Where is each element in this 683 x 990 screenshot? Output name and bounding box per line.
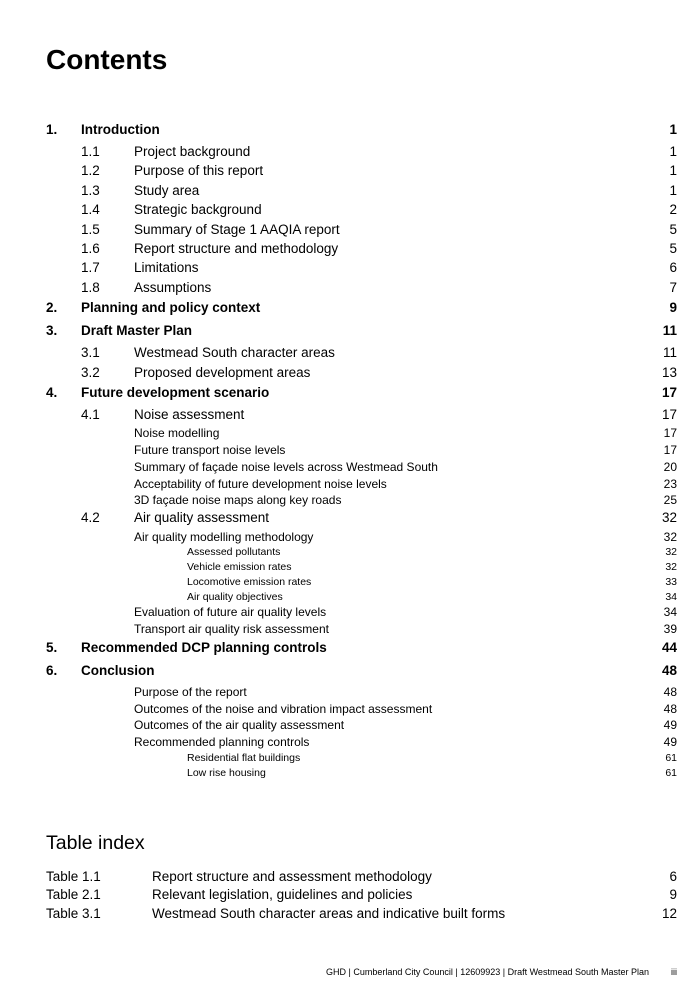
table-index-entry[interactable] xyxy=(46,869,677,887)
toc-entry-title: 3D façade noise maps along key roads xyxy=(134,493,342,508)
toc-entry-title: Air quality objectives xyxy=(187,590,283,603)
toc-entry-number: 4. xyxy=(46,384,58,400)
toc-entry[interactable] xyxy=(46,752,677,767)
toc-entry-page: 25 xyxy=(663,493,677,508)
toc-entry[interactable] xyxy=(46,510,677,529)
toc-entry-title: Strategic background xyxy=(134,202,262,218)
toc-entry-title: Low rise housing xyxy=(187,766,266,779)
table-index-entry-page: 6 xyxy=(669,869,677,884)
toc-entry-title: Proposed development areas xyxy=(134,364,311,380)
table-index-entry[interactable] xyxy=(46,906,677,924)
toc-entry-title: Locomotive emission rates xyxy=(187,575,312,588)
toc-entry-page: 9 xyxy=(669,300,677,316)
toc-entry-page: 5 xyxy=(669,240,677,256)
toc-entry-title: Recommended DCP planning controls xyxy=(81,639,327,655)
toc-entry-page: 61 xyxy=(665,752,677,764)
toc-entry-page: 5 xyxy=(669,221,677,237)
page-title: Contents xyxy=(46,44,168,75)
toc-entry-page: 61 xyxy=(665,766,677,779)
toc-entry-number: 1.5 xyxy=(81,221,100,237)
toc-entry-number: 4.1 xyxy=(81,406,100,422)
toc-entry[interactable] xyxy=(46,530,677,547)
toc-entry-number: 1.2 xyxy=(81,163,100,179)
toc-entry[interactable] xyxy=(46,443,677,460)
table-index xyxy=(46,869,677,924)
toc-entry-title: Outcomes of the noise and vibration impact assessment xyxy=(134,701,433,716)
toc-entry-page: 33 xyxy=(665,575,677,588)
table-of-contents xyxy=(46,121,677,781)
toc-entry-number: 1.4 xyxy=(81,202,100,218)
toc-entry-page: 48 xyxy=(661,662,677,678)
table-index-entry-title: Westmead South character areas and indicative built forms xyxy=(152,905,506,921)
toc-entry-title: Air quality assessment xyxy=(134,510,270,526)
toc-entry[interactable] xyxy=(46,384,677,407)
toc-entry-title: Planning and policy context xyxy=(81,300,261,316)
toc-entry-page: 11 xyxy=(662,345,677,361)
table-index-label: Table 3.1 xyxy=(46,905,101,921)
toc-entry-title: Residential flat buildings xyxy=(187,752,301,764)
toc-entry-page: 7 xyxy=(669,279,677,295)
toc-entry-page: 34 xyxy=(663,605,677,620)
toc-entry-page: 49 xyxy=(663,735,677,750)
table-index-entry[interactable] xyxy=(46,887,677,905)
toc-entry-title: Future transport noise levels xyxy=(134,443,286,458)
toc-entry[interactable] xyxy=(46,702,677,719)
toc-entry-title: Vehicle emission rates xyxy=(187,561,292,574)
toc-entry-number: 4.2 xyxy=(81,510,100,526)
toc-entry-page: 1 xyxy=(669,182,677,198)
toc-entry-number: 5. xyxy=(46,639,58,655)
toc-entry[interactable] xyxy=(46,222,677,241)
toc-entry[interactable] xyxy=(46,365,677,384)
toc-entry-page: 1 xyxy=(669,144,677,159)
toc-entry-page: 2 xyxy=(669,202,677,218)
toc-entry-title: Summary of Stage 1 AAQIA report xyxy=(134,221,340,237)
toc-entry[interactable] xyxy=(46,121,677,144)
toc-entry-page: 34 xyxy=(665,590,677,603)
toc-entry-title: Noise assessment xyxy=(134,406,245,422)
toc-entry-title: Transport air quality risk assessment xyxy=(134,622,329,637)
toc-entry-number: 6. xyxy=(46,662,58,678)
toc-entry[interactable] xyxy=(46,460,677,477)
toc-entry[interactable] xyxy=(46,493,677,510)
toc-entry-title: Summary of façade noise levels across Westmead South xyxy=(134,459,438,474)
toc-entry-title: Report structure and methodology xyxy=(134,240,339,256)
footer-page-number: iii xyxy=(671,967,677,977)
toc-entry-number: 1.1 xyxy=(81,144,100,159)
toc-entry-page: 20 xyxy=(663,459,677,474)
toc-entry-page: 48 xyxy=(663,701,677,716)
table-index-label: Table 2.1 xyxy=(46,887,101,903)
toc-entry-title: Noise modelling xyxy=(134,426,220,441)
toc-entry-page: 13 xyxy=(661,364,677,380)
toc-entry-page: 11 xyxy=(662,323,677,339)
toc-entry[interactable] xyxy=(46,576,677,591)
toc-entry[interactable] xyxy=(46,685,677,702)
toc-entry[interactable] xyxy=(46,241,677,260)
table-index-entry-title: Relevant legislation, guidelines and policies xyxy=(152,887,413,903)
toc-entry-number: 1. xyxy=(46,122,58,137)
toc-entry[interactable] xyxy=(46,202,677,221)
toc-entry[interactable] xyxy=(46,767,677,782)
toc-entry-number: 1.8 xyxy=(81,279,100,295)
toc-entry[interactable] xyxy=(46,605,677,622)
toc-entry[interactable] xyxy=(46,345,677,364)
toc-entry-page: 6 xyxy=(669,260,677,276)
toc-entry-title: Evaluation of future air quality levels xyxy=(134,605,327,620)
toc-entry[interactable] xyxy=(46,163,677,182)
toc-entry-title: Westmead South character areas xyxy=(134,345,335,361)
toc-entry-number: 1.7 xyxy=(81,260,100,276)
toc-entry-title: Project background xyxy=(134,144,251,159)
toc-entry-page: 32 xyxy=(663,529,677,544)
table-index-title: Table index xyxy=(46,832,145,854)
toc-entry-title: Study area xyxy=(134,182,200,198)
toc-entry-title: Purpose of the report xyxy=(134,684,247,699)
toc-entry-page: 1 xyxy=(669,122,677,137)
toc-entry[interactable] xyxy=(46,662,677,685)
toc-entry-title: Draft Master Plan xyxy=(81,323,193,339)
toc-entry[interactable] xyxy=(46,426,677,443)
toc-entry-page: 32 xyxy=(661,510,677,526)
toc-entry-page: 17 xyxy=(663,443,677,458)
toc-entry[interactable] xyxy=(46,260,677,279)
toc-entry[interactable] xyxy=(46,477,677,494)
toc-entry-page: 23 xyxy=(663,476,677,491)
toc-entry-number: 2. xyxy=(46,300,58,316)
toc-entry-title: Outcomes of the air quality assessment xyxy=(134,718,345,733)
toc-entry-title: Conclusion xyxy=(81,662,155,678)
table-index-entry-title: Report structure and assessment methodology xyxy=(152,869,432,884)
toc-entry-title: Acceptability of future development noise levels xyxy=(134,476,387,491)
table-index-entry-page: 9 xyxy=(669,887,677,903)
toc-entry[interactable] xyxy=(46,639,677,662)
toc-entry-page: 32 xyxy=(665,561,677,574)
toc-entry[interactable] xyxy=(46,561,677,576)
toc-entry-number: 3. xyxy=(46,323,58,339)
toc-entry[interactable] xyxy=(46,280,677,299)
toc-entry-title: Future development scenario xyxy=(81,384,270,400)
toc-entry[interactable] xyxy=(46,407,677,426)
page-footer xyxy=(0,967,677,977)
toc-entry-page: 49 xyxy=(663,718,677,733)
toc-entry-page: 39 xyxy=(663,622,677,637)
toc-entry-title: Limitations xyxy=(134,260,199,276)
toc-entry-number: 1.6 xyxy=(81,240,100,256)
toc-entry-number: 1.3 xyxy=(81,182,100,198)
toc-entry[interactable] xyxy=(46,546,677,561)
toc-entry-page: 17 xyxy=(661,384,677,400)
toc-entry[interactable] xyxy=(46,322,677,345)
table-index-entry-page: 12 xyxy=(661,905,677,921)
toc-entry[interactable] xyxy=(46,144,677,163)
toc-entry-page: 17 xyxy=(661,406,677,422)
toc-entry-page: 1 xyxy=(669,163,677,179)
footer-text: GHD | Cumberland City Council | 12609923 | Draft Westmead South Master Plan xyxy=(326,967,649,977)
toc-entry[interactable] xyxy=(46,622,677,639)
toc-entry[interactable] xyxy=(46,299,677,322)
toc-entry-number: 3.1 xyxy=(81,345,100,361)
toc-entry[interactable] xyxy=(46,718,677,735)
toc-entry-title: Purpose of this report xyxy=(134,163,264,179)
toc-entry-page: 17 xyxy=(663,426,677,441)
toc-entry-title: Introduction xyxy=(81,122,160,137)
toc-entry-title: Assessed pollutants xyxy=(187,546,281,559)
toc-entry-page: 48 xyxy=(663,684,677,699)
toc-entry-page: 44 xyxy=(661,639,677,655)
toc-entry-number: 3.2 xyxy=(81,364,100,380)
toc-entry-page: 32 xyxy=(665,546,677,559)
toc-entry-title: Air quality modelling methodology xyxy=(134,529,314,544)
toc-entry[interactable] xyxy=(46,183,677,202)
toc-entry-title: Assumptions xyxy=(134,279,212,295)
toc-entry[interactable] xyxy=(46,591,677,606)
table-index-label: Table 1.1 xyxy=(46,869,101,884)
toc-entry[interactable] xyxy=(46,735,677,752)
toc-entry-title: Recommended planning controls xyxy=(134,735,310,750)
